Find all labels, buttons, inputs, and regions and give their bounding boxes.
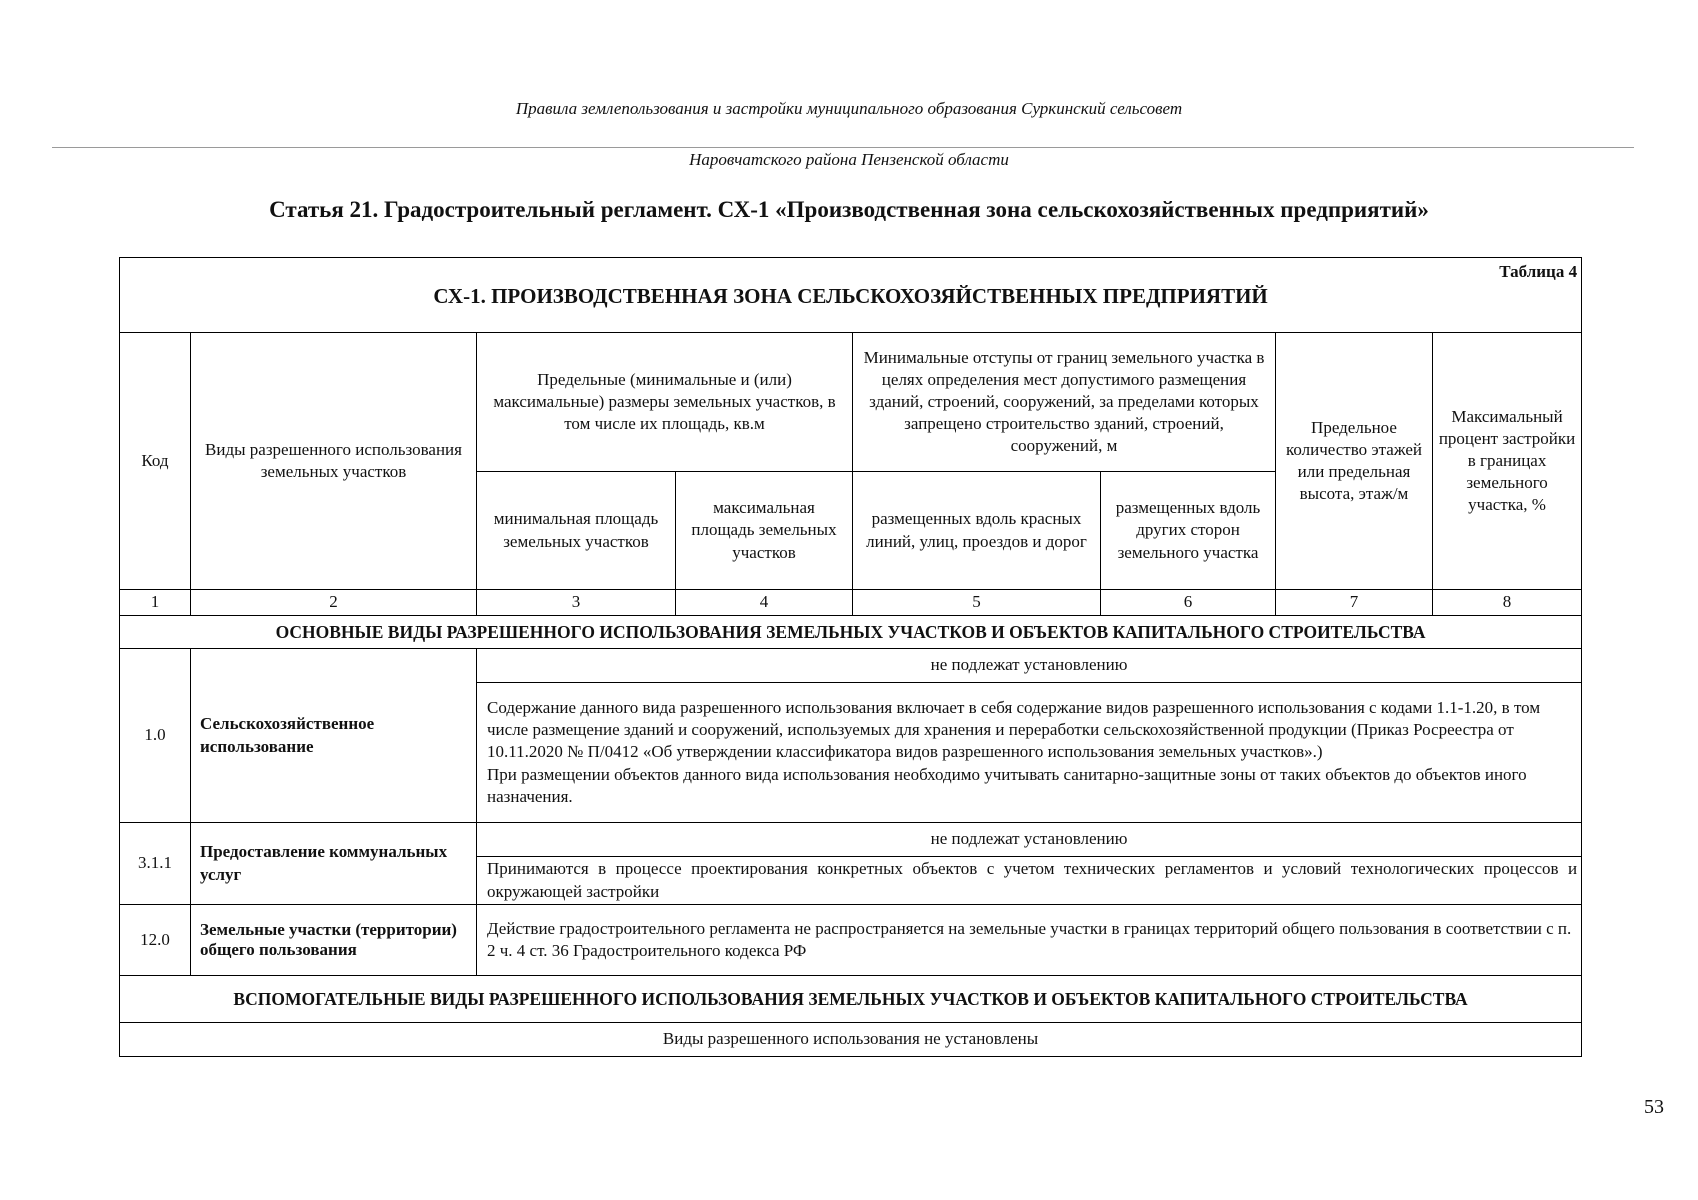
row-code: 3.1.1 bbox=[120, 823, 191, 905]
regulation-table bbox=[119, 257, 1582, 1057]
aux-note-row bbox=[120, 1023, 1582, 1057]
section-aux-row bbox=[120, 976, 1582, 1023]
header-max-area: максимальная площадь земельных участков bbox=[676, 472, 853, 590]
header-plot-sizes: Предельные (минимальные и (или) максимальные) размеры земельных участков, в том числе их площадь, кв.м bbox=[477, 333, 853, 472]
header-along-red-lines: размещенных вдоль красных линий, улиц, проездов и дорог bbox=[853, 472, 1101, 590]
row-params: не подлежат установлению bbox=[477, 823, 1582, 857]
row-description: Принимаются в процессе проектирования конкретных объектов с учетом технических регламентов и условий технологических процессов и окружающей застройки bbox=[477, 857, 1582, 905]
table-row bbox=[120, 823, 1582, 857]
document-header-line-2: Наровчатского района Пензенской области bbox=[689, 150, 1009, 169]
header-setbacks: Минимальные отступы от границ земельного участка в целях определения мест допустимого размещения зданий, строений, сооружений, за пределами которых запрещено строительство зданий, строений, сооружений, м bbox=[853, 333, 1276, 472]
row-description: Действие градостроительного регламента не распространяется на земельные участки в границах территорий общего пользования в соответствии с п. 2 ч. 4 ст. 36 Градостроительного кодекса РФ bbox=[477, 905, 1582, 976]
header-max-coverage: Максимальный процент застройки в границах земельного участка, % bbox=[1433, 333, 1582, 590]
table-row bbox=[120, 905, 1582, 976]
row-description bbox=[477, 683, 1582, 823]
column-number: 7 bbox=[1276, 590, 1433, 616]
row-use-name: Сельскохозяйственное использование bbox=[191, 649, 477, 823]
column-number: 4 bbox=[676, 590, 853, 616]
table-title-cell bbox=[120, 258, 1582, 333]
column-number: 2 bbox=[191, 590, 477, 616]
table-title: СХ-1. ПРОИЗВОДСТВЕННАЯ ЗОНА СЕЛЬСКОХОЗЯЙСТВЕННЫХ ПРЕДПРИЯТИЙ bbox=[433, 284, 1268, 309]
column-number: 6 bbox=[1101, 590, 1276, 616]
row-params: не подлежат установлению bbox=[477, 649, 1582, 683]
column-number: 5 bbox=[853, 590, 1101, 616]
article-title: Статья 21. Градостроительный регламент. СХ-1 «Производственная зона сельскохозяйственных предприятий» bbox=[269, 197, 1429, 222]
row-code: 12.0 bbox=[120, 905, 191, 976]
section-main-row bbox=[120, 616, 1582, 649]
header-min-area: минимальная площадь земельных участков bbox=[477, 472, 676, 590]
header-use-types: Виды разрешенного использования земельных участков bbox=[191, 333, 477, 590]
column-number-row bbox=[120, 590, 1582, 616]
header-floors: Предельное количество этажей или предельная высота, этаж/м bbox=[1276, 333, 1433, 590]
header-row-1 bbox=[120, 333, 1582, 472]
table-row bbox=[120, 649, 1582, 683]
row-description-text: Содержание данного вида разрешенного использования включает в себя содержание видов разрешенного использования с кодами 1.1-1.20, в том числе размещение зданий и сооружений, используемых для хранения и переработки сельскохозяйственной продукции (Приказ Росреестра от 10.11.2020 № П/0412 «Об утверждении классификатора видов разрешенного использования земельных участков».) bbox=[487, 698, 1541, 762]
row-use-name: Предоставление коммунальных услуг bbox=[191, 823, 477, 905]
row-description-note: При размещении объектов данного вида использования необходимо учитывать санитарно-защитные зоны от таких объектов до объектов иного назначения. bbox=[487, 764, 1527, 806]
column-number: 8 bbox=[1433, 590, 1582, 616]
row-use-name: Земельные участки (территории) общего пользования bbox=[191, 905, 477, 976]
column-number: 1 bbox=[120, 590, 191, 616]
document-header-line-1: Правила землепользования и застройки муниципального образования Суркинский сельсовет bbox=[515, 99, 1183, 118]
table-number: Таблица 4 bbox=[1499, 262, 1578, 281]
table-title-row bbox=[120, 258, 1582, 333]
aux-note: Виды разрешенного использования не установлены bbox=[120, 1023, 1582, 1057]
header-divider bbox=[52, 147, 1634, 148]
section-main-heading: ОСНОВНЫЕ ВИДЫ РАЗРЕШЕННОГО ИСПОЛЬЗОВАНИЯ ЗЕМЕЛЬНЫХ УЧАСТКОВ И ОБЪЕКТОВ КАПИТАЛЬНОГО СТРОИТЕЛЬСТВА bbox=[120, 616, 1582, 649]
header-along-other-sides: размещенных вдоль других сторон земельного участка bbox=[1101, 472, 1276, 590]
header-code: Код bbox=[120, 333, 191, 590]
section-aux-heading: ВСПОМОГАТЕЛЬНЫЕ ВИДЫ РАЗРЕШЕННОГО ИСПОЛЬЗОВАНИЯ ЗЕМЕЛЬНЫХ УЧАСТКОВ И ОБЪЕКТОВ КАПИТАЛЬНОГО СТРОИТЕЛЬСТВА bbox=[120, 976, 1582, 1023]
column-number: 3 bbox=[477, 590, 676, 616]
row-code: 1.0 bbox=[120, 649, 191, 823]
page-number: 53 bbox=[1644, 1096, 1664, 1118]
